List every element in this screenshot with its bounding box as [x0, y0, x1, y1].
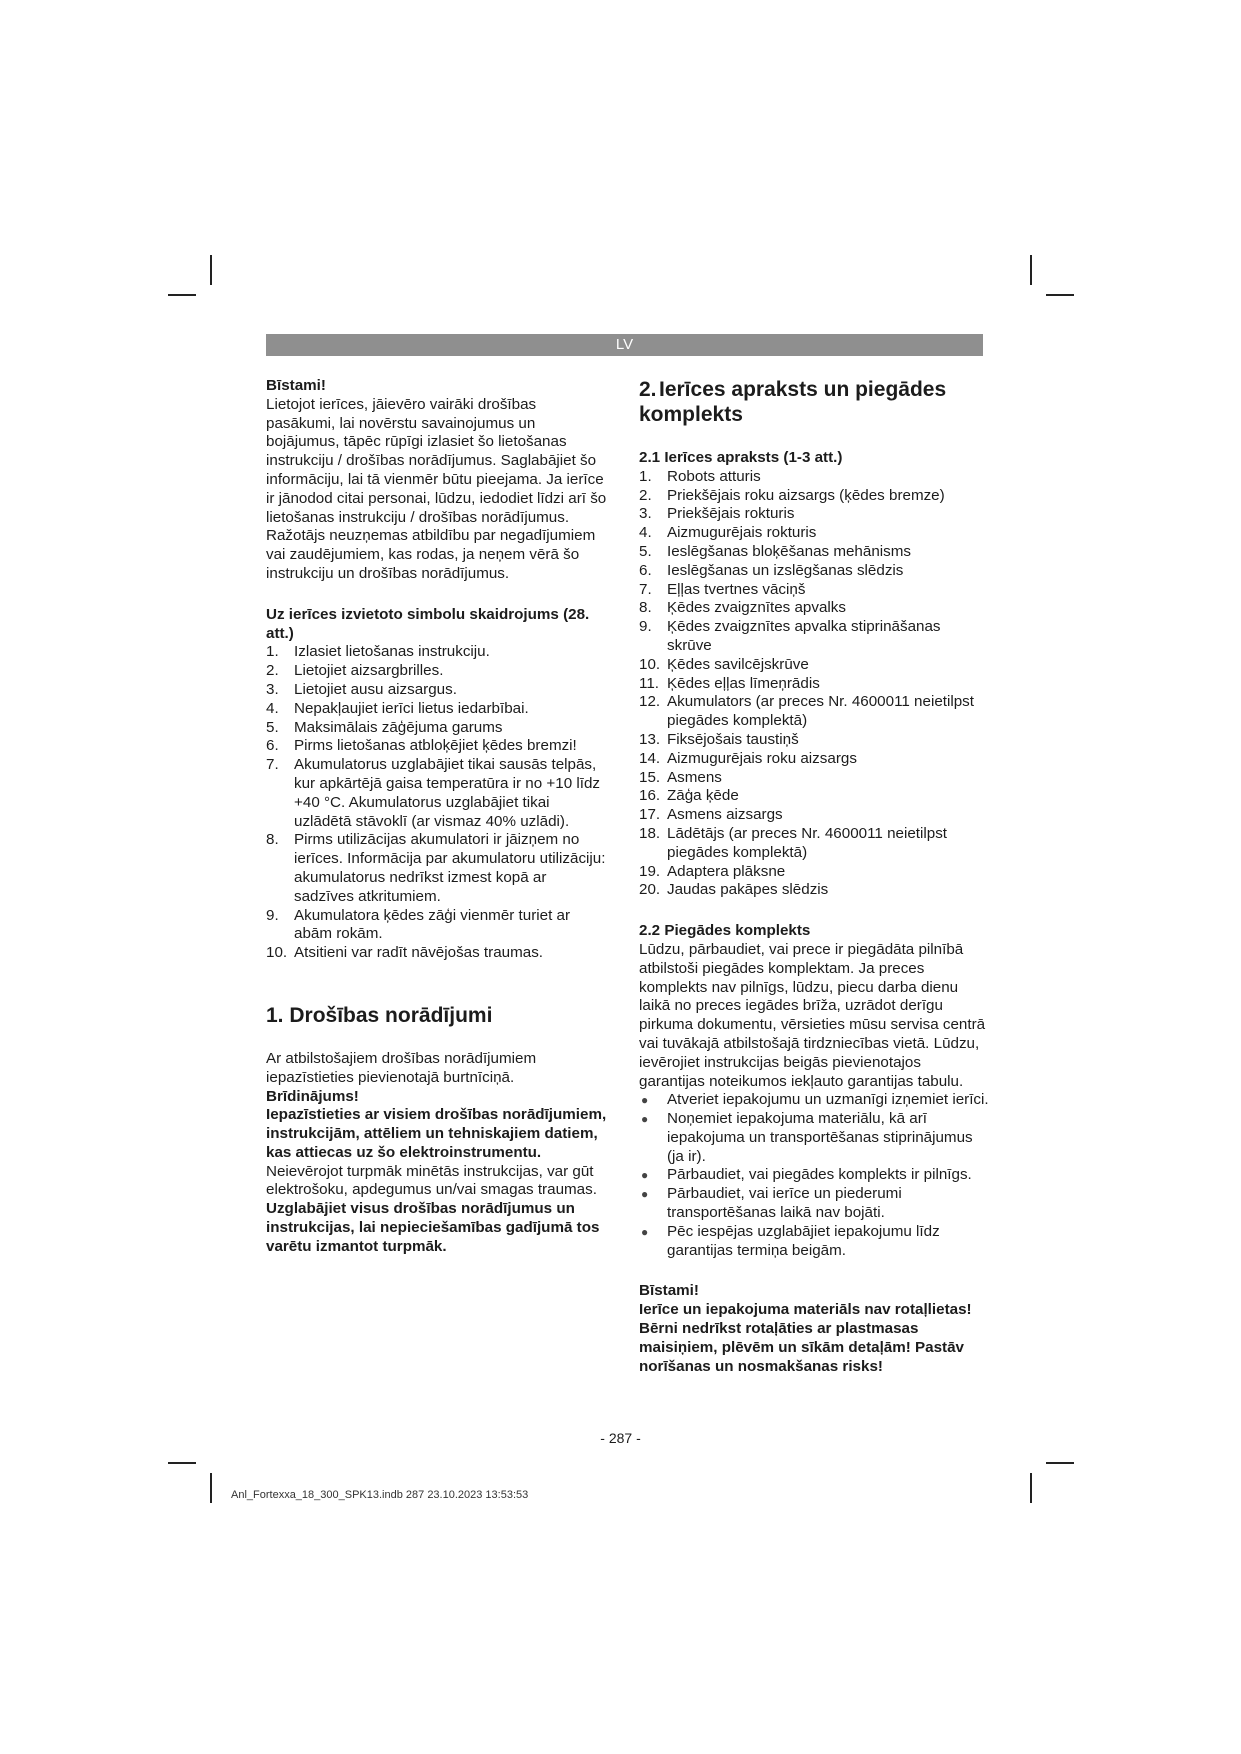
danger-paragraph-2: Ierīce un iepakojuma materiāls nav rotaļlietas! Bērni nedrīkst rotaļāties ar plastmasas maisiņiem, plēvēm un sīkām detaļām! Pastāv norīšanas un nosmakšanas risks!: [639, 1301, 972, 1375]
list-item-text: Jaudas pakāpes slēdzis: [667, 881, 829, 899]
section-1-title: Drošības norādījumi: [289, 1003, 493, 1027]
list-item-number: 9.: [639, 618, 652, 636]
list-item-number: 2.: [639, 486, 652, 504]
list-item-number: 5.: [266, 718, 279, 736]
list-item-text: Akumulators (ar preces Nr. 4600011 neietilpst piegādes komplektā): [667, 693, 974, 730]
checklist-item: [639, 1110, 989, 1166]
list-item-number: 5.: [639, 542, 652, 560]
symbol-list-item: [266, 907, 608, 945]
part-list-item: [639, 581, 989, 600]
part-list-item: [639, 825, 989, 863]
list-item-text: Asmens aizsargs: [667, 806, 783, 824]
part-list-item: [639, 505, 989, 524]
symbol-list-item: [266, 944, 608, 963]
crop-mark-top-right-horizontal: [1046, 294, 1074, 296]
part-list-item: [639, 806, 989, 825]
symbol-list-item: [266, 700, 608, 719]
list-item-number: 16.: [639, 787, 661, 805]
bullet-icon: ●: [641, 1168, 649, 1183]
list-item-text: Maksimālais zāģējuma garums: [294, 718, 503, 736]
list-item-text: Asmens: [667, 768, 722, 786]
crop-mark-bottom-left-horizontal: [168, 1462, 196, 1464]
subsection-2-2-heading: 2.2 Piegādes komplekts: [639, 922, 811, 940]
section-1-number: 1.: [266, 1003, 284, 1027]
part-list-item: [639, 618, 989, 656]
list-item-number: 12.: [639, 693, 661, 711]
language-header-bar: [266, 334, 983, 356]
list-item-text: Aizmugurējais roku aizsargs: [667, 749, 857, 767]
parts-list: [639, 468, 989, 900]
list-item-text: Ķēdes zvaigznītes apvalks: [667, 599, 846, 617]
caution-paragraph: [266, 1106, 608, 1200]
list-item-text: Priekšējais rokturis: [667, 505, 795, 523]
list-item-text: Ķēdes savilcējskrūve: [667, 655, 809, 673]
list-item-text: Priekšējais roku aizsargs (ķēdes bremze): [667, 486, 945, 504]
symbol-list-item: [266, 756, 608, 831]
part-list-item: [639, 675, 989, 694]
checklist-item-text: Pārbaudiet, vai ierīce un piederumi transportēšanas laikā nav bojāti.: [667, 1185, 902, 1222]
list-item-number: 2.: [266, 662, 279, 680]
right-column: [639, 377, 989, 1376]
part-list-item: [639, 881, 989, 900]
list-item-number: 19.: [639, 862, 661, 880]
part-list-item: [639, 769, 989, 788]
list-item-number: 6.: [639, 561, 652, 579]
list-item-text: Lietojiet ausu aizsargus.: [294, 680, 457, 698]
checklist-item-text: Atveriet iepakojumu un uzmanīgi izņemiet ierīci.: [667, 1091, 989, 1109]
language-tag: LV: [615, 336, 634, 353]
list-item-number: 4.: [266, 699, 279, 717]
section-1-intro: Ar atbilstošajiem drošības norādījumiem iepazīstieties pievienotajā burtnīciņā.: [266, 1049, 537, 1086]
section-2-heading: [639, 377, 989, 427]
section-1-heading: [266, 1003, 608, 1028]
crop-mark-top-left-vertical: [210, 255, 212, 285]
keep-instructions-paragraph: Uzglabājiet visus drošības norādījumus un instrukcijas, lai nepieciešamības gadījumā tos varētu izmantot turpmāk.: [266, 1200, 600, 1255]
danger-heading-2: Bīstami!: [639, 1282, 699, 1300]
crop-mark-top-right-vertical: [1030, 255, 1032, 285]
list-item-text: Nepakļaujiet ierīci lietus iedarbībai.: [294, 699, 529, 717]
list-item-number: 10.: [639, 655, 661, 673]
crop-mark-bottom-left-vertical: [210, 1473, 212, 1503]
part-list-item: [639, 656, 989, 675]
list-item-text: Aizmugurējais rokturis: [667, 524, 817, 542]
danger-heading: Bīstami!: [266, 377, 326, 394]
part-list-item: [639, 731, 989, 750]
symbol-list-item: [266, 719, 608, 738]
subsection-2-2-paragraph: Lūdzu, pārbaudiet, vai prece ir piegādāta pilnībā atbilstoši piegādes komplektam. Ja preces komplekts nav pilnīgs, lūdzu, piecu darba dienu laikā no preces iegādes brīža, uzrādot derīgu pirkuma dokumentu, vērsieties mūsu servisa centrā vai tuvākajā atbilstošajā tirdzniecības vietā. Lūdzu, ievērojiet instrukcijas beigās pievienotajos garantijas noteikumos iekļauto garantijas tabulu.: [639, 940, 986, 1090]
section-2-title: Ierīces apraksts un piegādes komplekts: [639, 378, 947, 426]
list-item-text: Pirms lietošanas atbloķējiet ķēdes bremzi!: [294, 737, 577, 755]
symbols-heading: Uz ierīces izvietoto simbolu skaidrojums (28. att.): [266, 605, 590, 642]
part-list-item: [639, 599, 989, 618]
list-item-number: 1.: [266, 643, 279, 661]
list-item-number: 18.: [639, 824, 661, 842]
part-list-item: [639, 487, 989, 506]
list-item-text: Atsitieni var radīt nāvējošas traumas.: [294, 944, 544, 962]
danger-paragraph: Lietojot ierīces, jāievēro vairāki drošības pasākumi, lai novērstu savainojumus un bojājumus, tāpēc rūpīgi izlasiet šo lietošanas instrukciju / drošības norādījumus. Saglabājiet šo informāciju, lai tā vienmēr būtu pieejama. Ja ierīce ir jānodod citai personai, lūdzu, iedodiet līdzi arī šo lietošanas instrukciju / drošības norādījumus. Ražotājs neuzņemas atbildību par negadījumiem vai zaudējumiem, kas rodas, ja neņem vērā šo instrukciju un drošības norādījumus.: [266, 395, 607, 582]
print-footer: Anl_Fortexxa_18_300_SPK13.indb 287 23.10.2023 13:53:53: [231, 1489, 529, 1501]
list-item-text: Akumulatorus uzglabājiet tikai sausās telpās, kur apkārtējā gaisa temperatūra ir no +10 līdz +40 °C. Akumulatorus uzglabājiet tikai uzlādētā stāvoklī (ar vismaz 40% uzlādi).: [294, 756, 601, 830]
bullet-icon: ●: [641, 1093, 649, 1108]
page-number: - 287 -: [600, 1430, 641, 1446]
list-item-text: Eļļas tvertnes vāciņš: [667, 580, 806, 598]
list-item-text: Robots atturis: [667, 467, 761, 485]
part-list-item: [639, 543, 989, 562]
list-item-number: 10.: [266, 944, 288, 962]
list-item-number: 8.: [266, 831, 279, 849]
list-item-number: 14.: [639, 749, 661, 767]
list-item-text: Ieslēgšanas bloķēšanas mehānisms: [667, 542, 911, 560]
part-list-item: [639, 750, 989, 769]
list-item-number: 11.: [639, 674, 659, 692]
part-list-item: [639, 863, 989, 882]
list-item-text: Zāģa ķēde: [667, 787, 739, 805]
list-item-number: 13.: [639, 730, 661, 748]
list-item-number: 3.: [639, 505, 652, 523]
list-item-number: 6.: [266, 737, 279, 755]
list-item-text: Ieslēgšanas un izslēgšanas slēdzis: [667, 561, 904, 579]
checklist-item: [639, 1166, 989, 1185]
list-item-text: Akumulatora ķēdes zāģi vienmēr turiet ar abām rokām.: [294, 906, 571, 943]
checklist-item-text: Pārbaudiet, vai piegādes komplekts ir pilnīgs.: [667, 1166, 972, 1184]
checklist-item: [639, 1223, 989, 1261]
list-item-text: Izlasiet lietošanas instrukciju.: [294, 643, 490, 661]
subsection-2-1-heading: 2.1 Ierīces apraksts (1-3 att.): [639, 449, 843, 466]
part-list-item: [639, 524, 989, 543]
symbol-list-item: [266, 681, 608, 700]
crop-mark-bottom-right-vertical: [1030, 1473, 1032, 1503]
list-item-text: Fiksējošais taustiņš: [667, 730, 799, 748]
list-item-text: Lietojiet aizsargbrilles.: [294, 662, 444, 680]
bullet-icon: ●: [641, 1224, 649, 1239]
list-item-text: Ķēdes zvaigznītes apvalka stiprināšanas skrūve: [667, 618, 941, 654]
crop-mark-bottom-right-horizontal: [1046, 1462, 1074, 1464]
list-item-number: 8.: [639, 599, 652, 617]
bullet-icon: ●: [641, 1112, 649, 1127]
list-item-number: 1.: [639, 467, 652, 485]
crop-mark-top-left-horizontal: [168, 294, 196, 296]
symbol-list-item: [266, 662, 608, 681]
part-list-item: [639, 468, 989, 487]
symbols-list: [266, 643, 608, 963]
list-item-number: 9.: [266, 906, 279, 924]
caution-bold-text: Iepazīstieties ar visiem drošības norādījumiem, instrukcijām, attēliem un tehniskajiem datiem, kas attiecas uz šo elektroinstrumentu.: [266, 1106, 607, 1161]
list-item-text: Pirms utilizācijas akumulatori ir jāizņem no ierīces. Informācija par akumulatoru utilizāciju: akumulatorus nedrīkst izmest kopā ar sadzīves atkritumiem.: [294, 831, 606, 905]
list-item-text: Lādētājs (ar preces Nr. 4600011 neietilpst piegādes komplektā): [667, 824, 948, 861]
caution-heading: Brīdinājums!: [266, 1087, 359, 1105]
checklist-item: [639, 1185, 989, 1223]
list-item-number: 3.: [266, 680, 279, 698]
list-item-text: Adaptera plāksne: [667, 862, 786, 880]
part-list-item: [639, 787, 989, 806]
list-item-number: 20.: [639, 881, 661, 899]
list-item-number: 7.: [266, 756, 279, 774]
bullet-icon: ●: [641, 1187, 649, 1202]
list-item-number: 4.: [639, 524, 652, 542]
part-list-item: [639, 562, 989, 581]
list-item-number: 7.: [639, 580, 652, 598]
symbol-list-item: [266, 831, 608, 906]
left-column: [266, 377, 608, 1257]
delivery-checklist: [639, 1091, 989, 1260]
checklist-item-text: Noņemiet iepakojuma materiālu, kā arī iepakojuma un transportēšanas stiprinājumus (ja ir).: [667, 1110, 973, 1165]
list-item-number: 17.: [639, 806, 661, 824]
symbol-list-item: [266, 643, 608, 662]
list-item-number: 15.: [639, 768, 661, 786]
list-item-text: Ķēdes eļļas līmeņrādis: [667, 674, 820, 692]
caution-normal-text: Neievērojot turpmāk minētās instrukcijas, var gūt elektrošoku, apdegumus un/vai smagas traumas.: [266, 1162, 597, 1199]
checklist-item-text: Pēc iespējas uzglabājiet iepakojumu līdz garantijas termiņa beigām.: [667, 1222, 940, 1259]
checklist-item: [639, 1091, 989, 1110]
part-list-item: [639, 693, 989, 731]
section-2-number: 2.: [639, 378, 657, 401]
symbol-list-item: [266, 737, 608, 756]
